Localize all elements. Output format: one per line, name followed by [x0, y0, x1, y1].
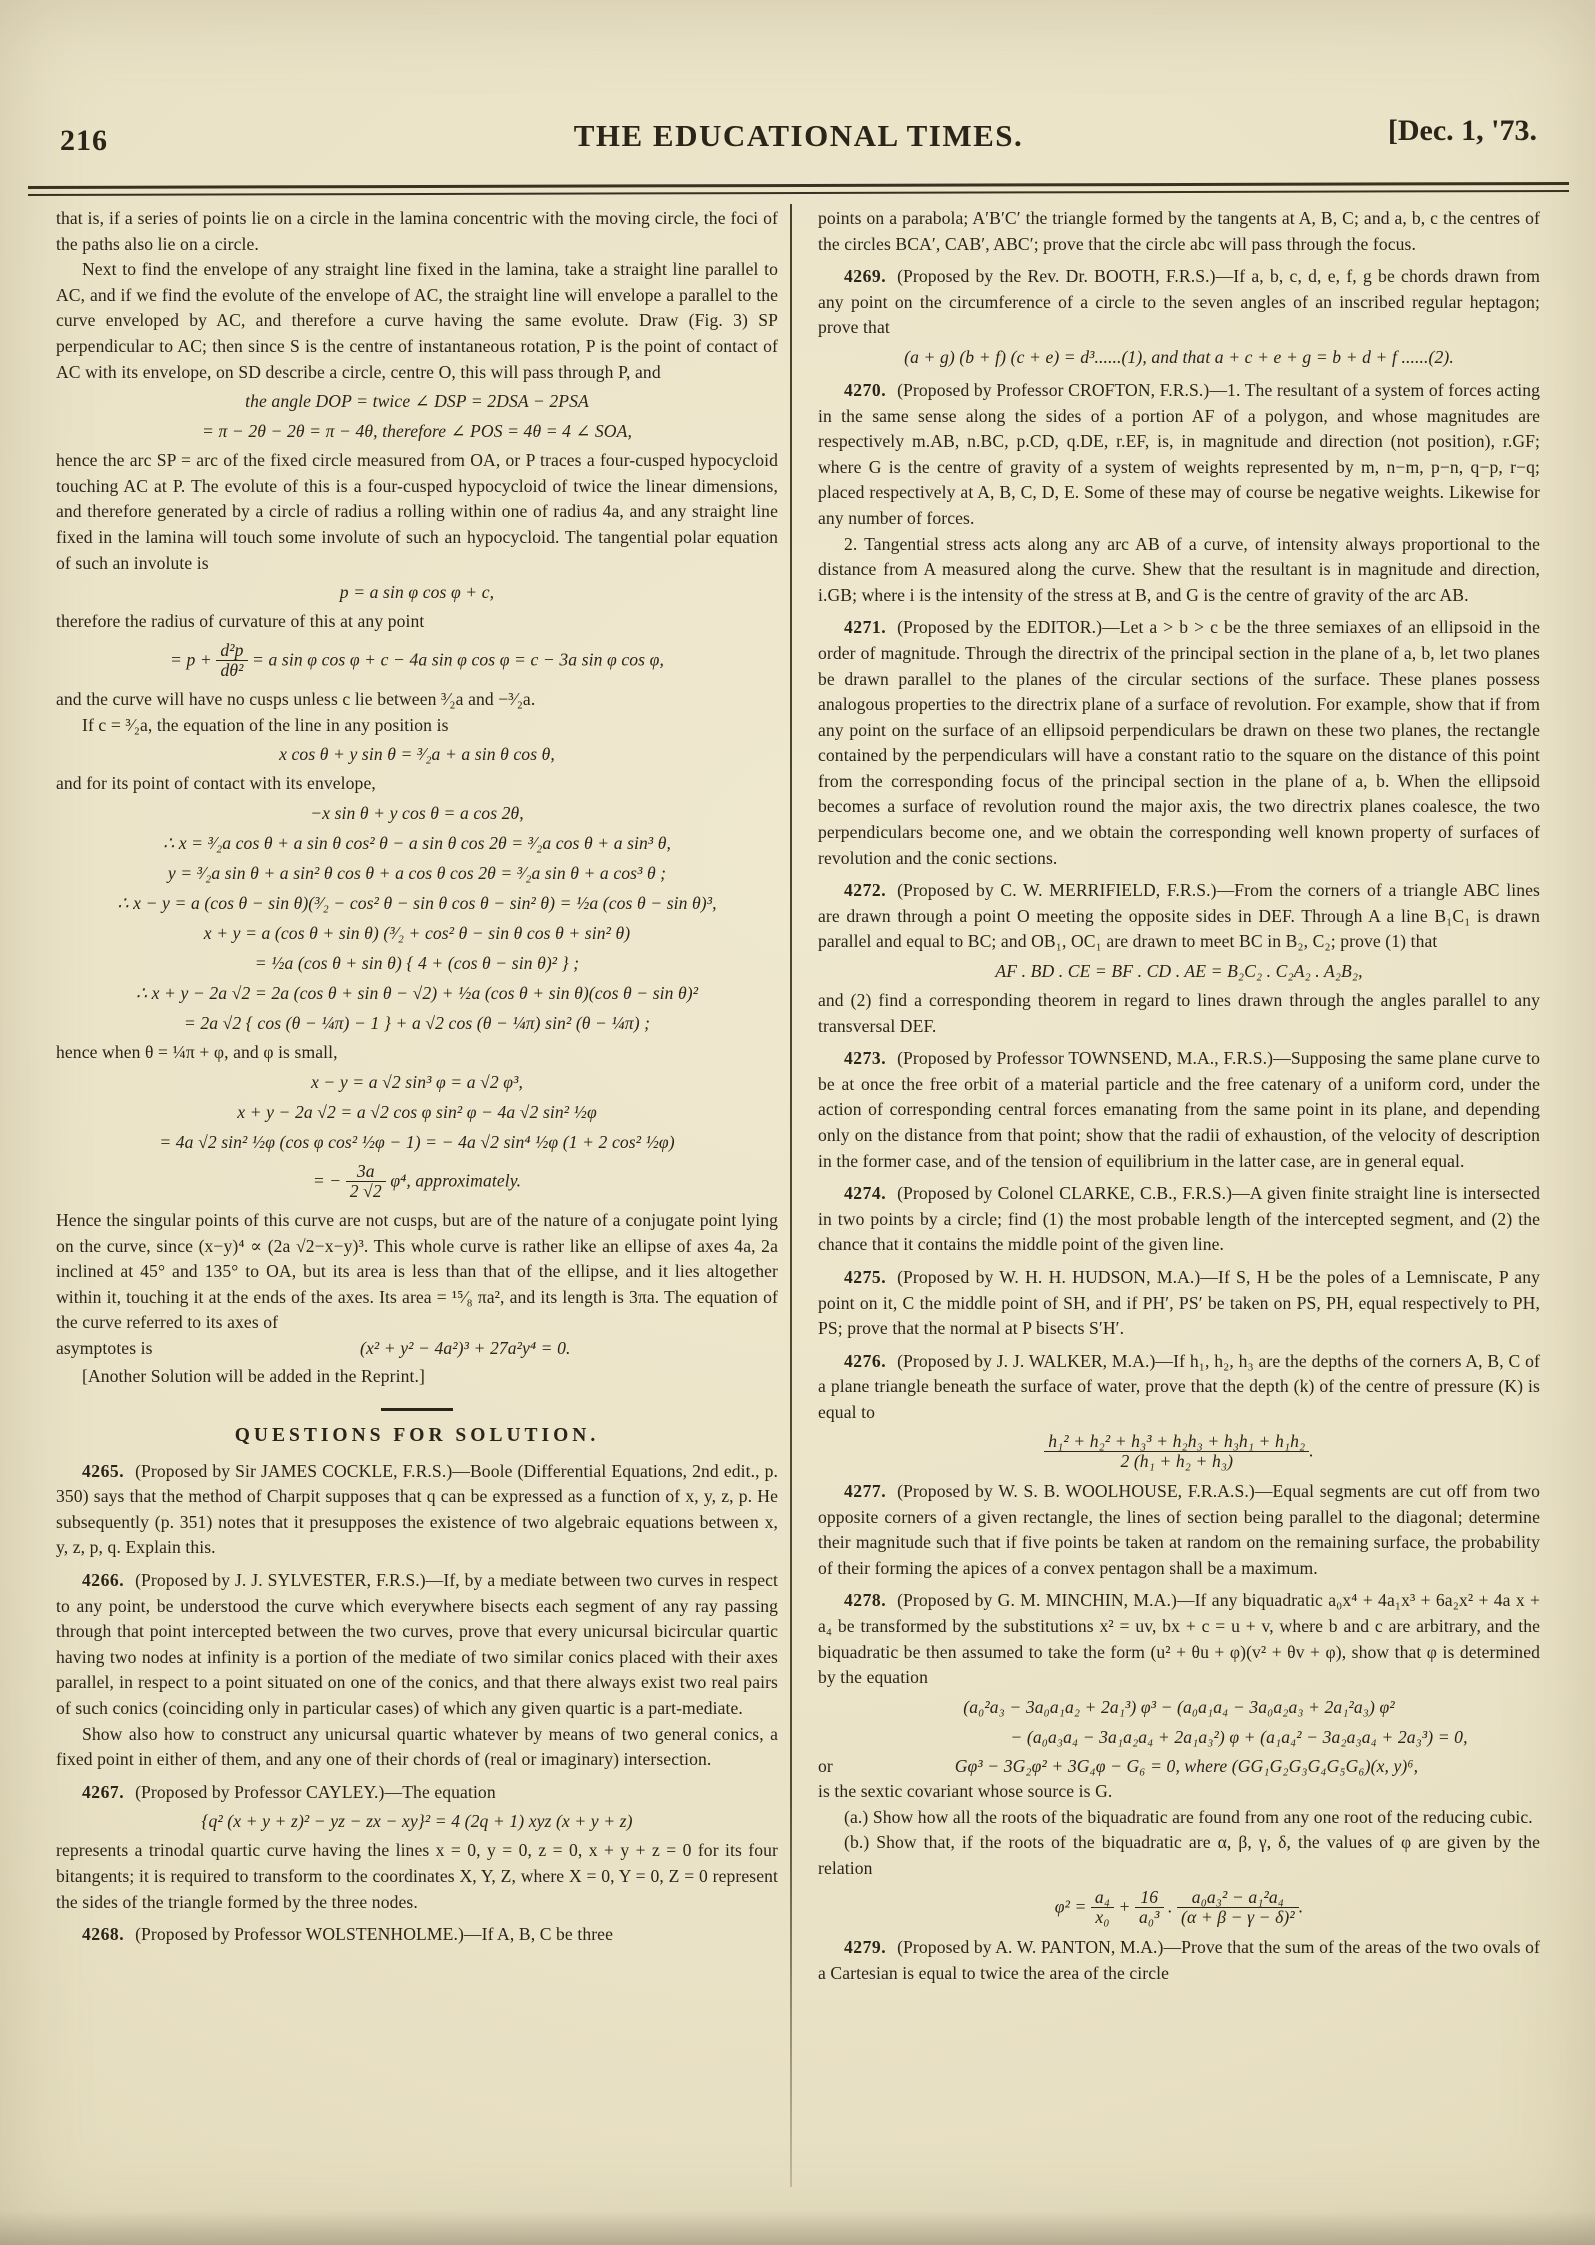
equation-label: asymptotes is [56, 1337, 153, 1358]
question-4266 [56, 1568, 778, 1722]
question-number: 4276. [844, 1350, 887, 1371]
question-paragraph: and (2) find a corresponding theorem in regard to lines drawn through the angles parallel to any transversal DEF. [818, 990, 1540, 1036]
solution-paragraph: Next to find the envelope of any straight line fixed in the lamina, take a straight line parallel to AC, and if we find the evolute of the envelope of AC, the straight line will envelope a parallel to the curve enveloped by AC, and therefore a curve having the same evolute. Draw (Fig. 3) SP perpendicular to AC; then since S is the centre of instantaneous rotation, P is the point of contact of AC with its envelope, on SD describe a circle, centre O, this will pass through P, and [56, 259, 778, 382]
left-column [56, 206, 778, 1986]
equation: {q² (x + y + z)² − yz − zx − xy}² = 4 (2q + 1) xyz (x + y + z) [201, 1811, 633, 1832]
fraction-denominator: x₀ [1095, 1907, 1110, 1928]
equation: (x² + y² − 4a²)³ + 27a²y⁴ = 0. [360, 1337, 571, 1358]
solution-paragraph: that is, if a series of points lie on a circle in the lamina concentric with the moving circle, the foci of the paths also lie on a circle. [56, 208, 778, 254]
fraction-numerator: a₄ [1091, 1888, 1114, 1909]
solution-paragraph: therefore the radius of curvature of this at any point [56, 611, 425, 632]
question-text: (Proposed by the EDITOR.)—Let a > b > c be the three semiaxes of an ellipsoid in the order of magnitude. Through the directrix of the principal section in the plane of a, b, let two planes be drawn parallel to the planes of the circular sections of the surface. These planes possess analogous properties to the directrix plane of a surface of revolution. For example, show that if from any point on the surface of an ellipsoid perpendiculars be drawn on these two planes, the rectangle contained by the perpendiculars will have a constant ratio to the square on the distance of this point from the corresponding focus of the principal section in the plane of a, b. When the ellipsoid becomes a surface of revolution round the major axis, the two directrix planes coalesce, the two perpendiculars become one, and we obtain the corresponding well known property of surfaces of revolution and the conic sections. [818, 617, 1540, 868]
question-paragraph: (b.) Show that, if the roots of the biquadratic are α, β, γ, δ, the values of φ are given by the relation [818, 1832, 1540, 1879]
fraction-denominator: 2 √2 [349, 1181, 382, 1202]
question-text: (Proposed by Professor WOLSTENHOLME.)—If A, B, C be three [135, 1924, 613, 1945]
fraction-numerator: 3a [346, 1162, 386, 1183]
question-text: (Proposed by W. S. B. WOOLHOUSE, F.R.A.S.)—Equal segments are cut off from two opposite corners of a given rectangle, the lines of section being parallel to the diagonal; determine their magnitude such that if five points be taken at random on the remaining surface, the probability of their forming the apices of a convex pentagon shall be a maximum. [818, 1480, 1540, 1578]
question-number: 4275. [844, 1266, 887, 1287]
equation: the angle DOP = twice ∠ DSP = 2DSA − 2PSA [245, 391, 589, 412]
header-double-rule [28, 182, 1569, 196]
page-date: [Dec. 1, '73. [1387, 114, 1537, 147]
equation: ∴ x = ³⁄₂a cos θ + a sin θ cos² θ − a sin θ cos 2θ = ³⁄₂a cos θ + a sin³ θ, [162, 832, 672, 853]
fraction-denominator: a₀³ [1139, 1907, 1160, 1928]
question-4273 [818, 1046, 1540, 1174]
question-paragraph: Show also how to construct any unicursal quartic whatever by means of two general conics, a fixed point in either of them, and any one of their chords of (real or imaginary) intersection. [56, 1723, 778, 1770]
question-text: (Proposed by A. W. PANTON, M.A.)—Prove that the sum of the areas of the two ovals of a Cartesian is equal to twice the area of the circle [818, 1937, 1540, 1983]
question-number: 4268. [82, 1924, 125, 1945]
equation-row [818, 1754, 1540, 1780]
equation-with-fraction [56, 641, 778, 681]
reprint-note: [Another Solution will be added in the Reprint.] [82, 1366, 425, 1387]
equation: x cos θ + y sin θ = ³⁄₂a + a sin θ cos θ, [279, 744, 555, 765]
question-text: (Proposed by C. W. MERRIFIELD, F.R.S.)—From the corners of a triangle ABC lines are drawn through a point O meeting the opposite sides in DEF. Through A a line B₁C₁ is drawn parallel and equal to BC; and OB₁, OC₁ are drawn to meet BC in B₂, C₂; prove (1) that [818, 880, 1540, 952]
page-header [58, 112, 1539, 168]
equation: AF . BD . CE = BF . CD . AE = B₂C₂ . C₂A₂ . A₂B₂, [995, 961, 1363, 982]
fraction-denominator: (α + β − γ − δ)² [1181, 1907, 1295, 1928]
question-paragraph: points on a parabola; A′B′C′ the triangle formed by the tangents at A, B, C; and a, b, c the centres of the circles BCA′, CAB′, ABC′; prove that the circle abc will pass through the focus. [818, 208, 1540, 254]
equation: p = a sin φ cos φ + c, [339, 582, 495, 603]
equation-with-fractions [818, 1888, 1540, 1928]
question-4267 [56, 1780, 778, 1806]
page-title: THE EDUCATIONAL TIMES. [573, 118, 1024, 153]
question-number: 4277. [844, 1480, 887, 1501]
equation: = π − 2θ − 2θ = π − 4θ, therefore ∠ POS = 4θ = 4 ∠ SOA, [202, 421, 632, 442]
fraction-numerator: 16 [1135, 1888, 1164, 1909]
equation: y = ³⁄₂a sin θ + a sin² θ cos θ + a cos θ cos 2θ = ³⁄₂a sin θ + a cos³ θ ; [167, 862, 667, 883]
equation: = 2a √2 { cos (θ − ¼π) − 1 } + a √2 cos (θ − ¼π) sin² (θ − ¼π) ; [183, 1012, 651, 1033]
question-text: (Proposed by the Rev. Dr. BOOTH, F.R.S.)—If a, b, c, d, e, f, g be chords drawn from any point on the circumference of a circle to the seven angles of an inscribed regular heptagon; prove that [818, 266, 1540, 338]
fraction [1091, 1888, 1114, 1928]
solution-paragraph: If c = ³⁄₂a, the equation of the line in any position is [82, 714, 449, 735]
question-paragraph: represents a trinodal quartic curve having the lines x = 0, y = 0, z = 0, x + y + z = 0 for its four bitangents; it is required to transform to the coordinates X, Y, Z, where X = 0, Y = 0, Z = 0 represent the sides of the triangle formed by the three nodes. [56, 1840, 778, 1912]
question-number: 4272. [844, 880, 887, 901]
equation-with-fraction [56, 1162, 778, 1202]
question-text: (Proposed by Professor CROFTON, F.R.S.)—1. The resultant of a system of forces acting in the same sense along the sides of a portion AF of a polygon, and whose magnitudes are respectively m.AB, n.BC, p.CD, q.DE, r.EF, is, in magnitude and direction (not position), r.GF; where G is the centre of gravity of a system of weights represented by m, n−m, p−n, q−p, r−q; placed respectively at A, B, C, D, E. Some of these may of course be negative weights. Likewise for any number of forces. [818, 379, 1540, 528]
question-4274 [818, 1181, 1540, 1258]
question-text: (Proposed by Professor CAYLEY.)—The equation [135, 1781, 496, 1802]
equation: = 4a √2 sin² ½φ (cos φ cos² ½φ − 1) = − 4a √2 sin⁴ ½φ (1 + 2 cos² ½φ) [159, 1131, 675, 1152]
question-4270 [818, 378, 1540, 532]
question-4277 [818, 1479, 1540, 1581]
question-number: 4274. [844, 1183, 887, 1204]
fraction [1135, 1888, 1164, 1928]
solution-paragraph: hence when θ = ¼π + φ, and φ is small, [56, 1041, 338, 1062]
equation-segment: . [1163, 1895, 1178, 1916]
question-4269 [818, 264, 1540, 341]
question-number: 4266. [82, 1570, 125, 1591]
equation-label: or [818, 1755, 833, 1776]
question-4275 [818, 1265, 1540, 1342]
equation: − (a₀a₃a₄ − 3a₁a₂a₄ + 2a₁a₃²) φ + (a₁a₄² − 3a₂a₃a₄ + 2a₃³) = 0, [1010, 1726, 1468, 1747]
question-number: 4267. [82, 1781, 125, 1802]
question-paragraph: is the sextic covariant whose source is G. [818, 1781, 1113, 1802]
question-paragraph: (a.) Show how all the roots of the biquadratic are found from any one root of the reducing cubic. [844, 1806, 1533, 1827]
solution-paragraph: Hence the singular points of this curve are not cusps, but are of the nature of a conjugate point lying on the curve, since (x−y)⁴ ∝ (2a √2−x−y)³. This whole curve is rather like an ellipse of axes 4a, 2a inclined at 45° and 135° to OA, but its area is less than that of the ellipse, and it lies altogether within it, touching it at the ends of the axes. Its area = ¹⁵⁄₈ πa², and its length is 3πa. The equation of the curve referred to its axes of [56, 1209, 778, 1333]
question-number: 4270. [844, 379, 887, 400]
equation-row [56, 1336, 778, 1362]
solution-paragraph: and for its point of contact with its envelope, [56, 773, 376, 794]
equation: = ½a (cos θ + sin θ) { 4 + (cos θ − sin θ)² } ; [254, 952, 580, 973]
page-number: 216 [60, 124, 108, 157]
fraction [1177, 1888, 1299, 1928]
question-number: 4273. [844, 1048, 887, 1069]
equation-segment: = p + [170, 648, 217, 669]
page-body [56, 206, 1540, 1986]
question-4276 [818, 1349, 1540, 1426]
fraction [346, 1162, 386, 1202]
question-text: (Proposed by Sir JAMES COCKLE, F.R.S.)—Boole (Differential Equations, 2nd edit., p. 350) says that the method of Charpit supposes that q can be expressed as a function of x, y, z, p. He subsequently (p. 351) notes that it presupposes the existence of two algebraic equations between x, y, z, p, q. Explain this. [56, 1460, 778, 1558]
fraction-numerator: h₁² + h₂² + h₃³ + h₂h₃ + h₃h₁ + h₁h₂ [1044, 1432, 1309, 1453]
equation-segment: = − [312, 1169, 346, 1190]
equation: (a + g) (b + f) (c + e) = d³......(1), and that a + c + e + g = b + d + f ......(2). [904, 346, 1454, 367]
right-column [818, 206, 1540, 1986]
solution-paragraph: and the curve will have no cusps unless c lie between ³⁄₂a and −³⁄₂a. [56, 689, 536, 710]
equation: x − y = a √2 sin³ φ = a √2 φ³, [310, 1071, 524, 1092]
section-heading: QUESTIONS FOR SOLUTION. [234, 1425, 600, 1447]
fraction-numerator: a₀a₃² − a₁²a₄ [1177, 1888, 1299, 1909]
question-4268 [56, 1922, 778, 1948]
question-text: (Proposed by Professor TOWNSEND, M.A., F.R.S.)—Supposing the same plane curve to be at once the free orbit of a material particle and the free catenary of a uniform cord, under the action of corresponding central forces emanating from the same point in its plane, and depending only on the distance from that point; show that the radii of exhaustion, of the velocity of description in the former case, and of the tension of equilibrium in the latter case, are in general equal. [818, 1048, 1540, 1171]
fraction [216, 641, 247, 681]
question-paragraph: 2. Tangential stress acts along any arc AB of a curve, of intensity always proportional to the distance from A measured along the curve. Shew that the resultant is in magnitude and direction, i.GB; where i is the intensity of the stress at B, and G is the centre of gravity of the arc AB. [818, 533, 1540, 605]
equation-segment: . [1298, 1895, 1304, 1916]
solution-paragraph: hence the arc SP = arc of the fixed circle measured from OA, or P traces a four-cusped hypocycloid touching AC at P. The evolute of this is a four-cusped hypocycloid of twice the linear dimensions, and therefore generated by a circle of radius a rolling within one of radius 4a, and any straight line fixed in the lamina will touch some involute of such an hypocycloid. The tangential polar equation of such an involute is [56, 450, 778, 573]
question-4271 [818, 615, 1540, 871]
question-4272 [818, 878, 1540, 955]
question-text: (Proposed by G. M. MINCHIN, M.A.)—If any biquadratic a₀x⁴ + 4a₁x³ + 6a₂x² + 4a x + a₄ be transformed by the substitutions x² = uv, bx + c = u + v, where b and c are arbitrary, and the biquadratic be then assumed to take the form (u² + θu + φ)(v² + θv + φ), show that φ is determined by the equation [818, 1590, 1540, 1688]
question-number: 4279. [844, 1937, 887, 1958]
fraction-denominator: dθ² [220, 660, 244, 681]
equation-segment: + [1114, 1895, 1136, 1916]
question-text: (Proposed by J. J. SYLVESTER, F.R.S.)—If, by a mediate between two curves in respect to any point, be understood the curve which everywhere bisects each segment of any ray passing through that point intercepted between the two curves, prove that every unicursal bicircular quartic having two nodes at infinity is a portion of the mediate of two similar conics placed with their axes parallel, in respect to a point situated on one of the conics, and that there always exist two real pairs of such conics (coinciding only in particular cases) of which any given quartic is a part-mediate. [56, 1570, 778, 1718]
question-text: (Proposed by J. J. WALKER, M.A.)—If h₁, h₂, h₃ are the depths of the corners A, B, C of a plane triangle beneath the surface of water, prove that the depth (k) of the centre of pressure (K) is equal to [818, 1350, 1540, 1422]
question-number: 4269. [844, 266, 887, 287]
equation: −x sin θ + y cos θ = a cos 2θ, [310, 802, 524, 823]
question-text: (Proposed by W. H. H. HUDSON, M.A.)—If S, H be the poles of a Lemniscate, P any point on it, C the middle point of SH, and if PH′, PS′ be taken on PS, PH, equal respectively to PH, PS; prove that the normal at P bisects S′H′. [818, 1266, 1540, 1339]
question-number: 4278. [844, 1590, 887, 1611]
equation: ∴ x + y − 2a √2 = 2a (cos θ + sin θ − √2) + ½a (cos θ + sin θ)(cos θ − sin θ)² [135, 982, 699, 1003]
fraction-denominator: 2 (h₁ + h₂ + h₃) [1120, 1451, 1234, 1472]
equation: x + y − 2a √2 = a √2 cos φ sin² φ − 4a √2 sin² ½φ [237, 1101, 597, 1122]
equation: (a₀²a₃ − 3a₀a₁a₂ + 2a₁³) φ³ − (a₀a₁a₄ − 3a₀a₂a₃ + 2a₁²a₃) φ² [963, 1696, 1395, 1717]
question-4279 [818, 1935, 1540, 1986]
equation: x + y = a (cos θ + sin θ) (³⁄₂ + cos² θ − sin θ cos θ + sin² θ) [203, 922, 631, 943]
display-fraction [818, 1432, 1540, 1472]
question-4278 [818, 1588, 1540, 1690]
fraction-numerator: d²p [216, 641, 247, 662]
question-number: 4271. [844, 617, 887, 638]
fraction [1044, 1432, 1309, 1472]
equation-segment: = a sin φ cos φ + c − 4a sin φ cos φ = c − 3a sin φ cos φ, [247, 648, 664, 669]
equation: Gφ³ − 3G₂φ² + 3G₄φ − G₆ = 0, where (GG₁G₂G₃G₄G₅G₆)(x, y)⁶, [954, 1755, 1419, 1776]
equation: ∴ x − y = a (cos θ − sin θ)(³⁄₂ − cos² θ − sin θ cos θ − sin² θ) = ½a (cos θ − sin θ)³, [117, 892, 717, 913]
equation-segment: φ⁴, approximately. [385, 1169, 522, 1190]
question-number: 4265. [82, 1460, 125, 1481]
question-4265 [56, 1459, 778, 1561]
equation-segment: . [1309, 1439, 1314, 1460]
question-text: (Proposed by Colonel CLARKE, C.B., F.R.S.)—A given finite straight line is intersected in two points by a circle; find (1) the most probable length of the intercepted segment, and (2) the chance that it contains the middle point of the given line. [818, 1183, 1540, 1255]
equation-segment: φ² = [1054, 1895, 1091, 1916]
section-divider [381, 1408, 453, 1411]
